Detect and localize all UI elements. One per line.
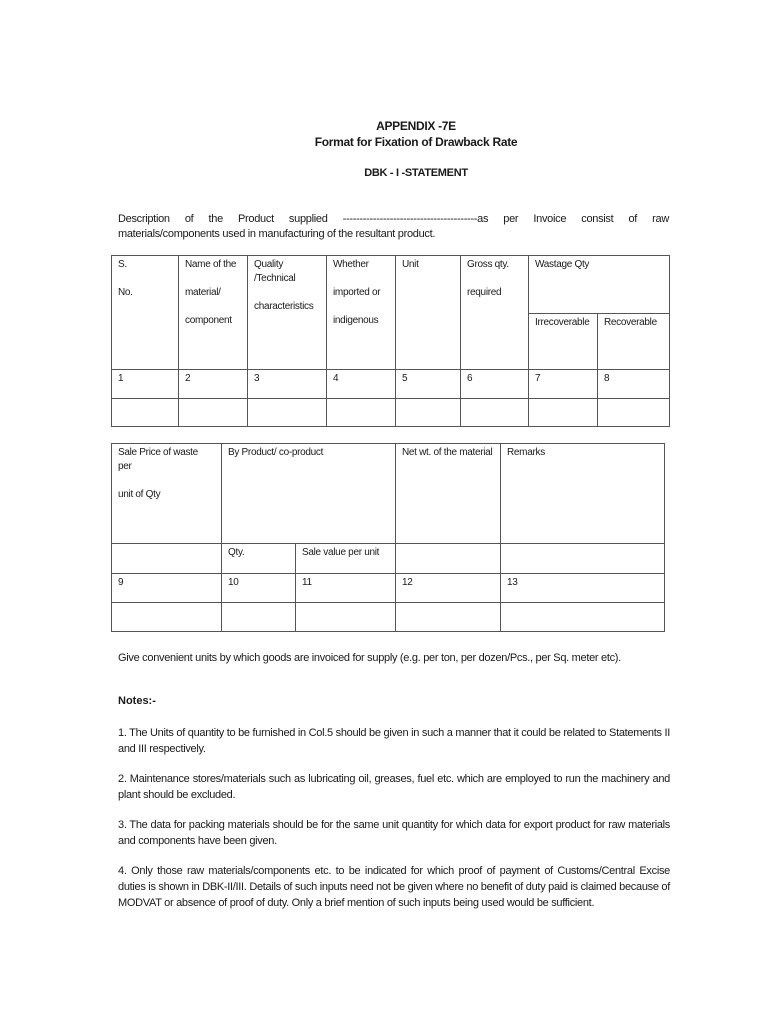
blank-cell bbox=[112, 603, 222, 632]
note-item: 3. The data for packing materials should be for the same unit quantity for which data for export product for raw materials and components have been given. bbox=[118, 819, 670, 847]
blank-cell bbox=[222, 603, 296, 632]
blank-cell bbox=[396, 544, 501, 574]
blank-cell bbox=[296, 603, 396, 632]
col-sale-price-header: Sale Price of waste per unit of Qty bbox=[112, 444, 222, 544]
blank-cell bbox=[248, 399, 327, 427]
col-quality-header: Quality /Technical characteristics bbox=[248, 256, 327, 370]
column-number: 11 bbox=[296, 574, 396, 603]
col-serial-header: S. No. bbox=[112, 256, 179, 370]
column-number: 6 bbox=[461, 370, 529, 399]
column-number: 4 bbox=[327, 370, 396, 399]
col-qty-header: Qty. bbox=[222, 544, 296, 574]
col-net-wt-header: Net wt. of the material bbox=[396, 444, 501, 544]
by-product-table bbox=[111, 443, 665, 632]
blank-cell bbox=[396, 399, 461, 427]
column-number: 3 bbox=[248, 370, 327, 399]
col-by-product-header: By Product/ co-product bbox=[222, 444, 396, 544]
column-number: 2 bbox=[179, 370, 248, 399]
column-number-row bbox=[112, 370, 670, 399]
product-description bbox=[118, 212, 669, 242]
col-wastage-header: Wastage Qty bbox=[529, 256, 670, 314]
column-number: 1 bbox=[112, 370, 179, 399]
note-item: 4. Only those raw materials/components etc. to be indicated for which proof of payment of Customs/Central Excise duties is shown in DBK-II/III. Details of such inputs need not be given where no benefit of duty paid is claimed because of MODVAT or absence of proof of duty. Only a brief mention of such inputs being used would be sufficient. bbox=[118, 865, 670, 909]
col-material-header: Name of the material/ component bbox=[179, 256, 248, 370]
column-number: 13 bbox=[501, 574, 665, 603]
blank-cell bbox=[112, 544, 222, 574]
blank-cell bbox=[112, 399, 179, 427]
materials-table bbox=[111, 255, 670, 427]
sale-price-line: Sale Price of waste bbox=[118, 447, 198, 458]
appendix-heading: APPENDIX -7E bbox=[376, 119, 456, 133]
document-title: Format for Fixation of Drawback Rate bbox=[314, 135, 518, 149]
column-number: 12 bbox=[396, 574, 501, 603]
blank-cell bbox=[396, 603, 501, 632]
note-item: 1. The Units of quantity to be furnished in Col.5 should be given in such a manner that it could be related to Statements II and III respectively. bbox=[118, 727, 670, 755]
description-line-2: materials/components used in manufacturing of the resultant product. bbox=[118, 228, 436, 240]
blank-entry-row bbox=[112, 603, 665, 632]
col-recoverable-header: Recoverable bbox=[598, 314, 670, 370]
col-gross-qty-header: Gross qty. required bbox=[461, 256, 529, 370]
column-number: 10 bbox=[222, 574, 296, 603]
units-instruction: Give convenient units by which goods are invoiced for supply (e.g. per ton, per dozen/Pcs., per Sq. meter etc). bbox=[118, 652, 621, 664]
description-line-1: Description of the Product supplied ----------------------------------------as per Invoice consist of raw bbox=[118, 213, 669, 225]
column-number: 9 bbox=[112, 574, 222, 603]
note-item: 2. Maintenance stores/materials such as lubricating oil, greases, fuel etc. which are employed to run the machinery and plant should be excluded. bbox=[118, 773, 670, 801]
blank-entry-row bbox=[112, 399, 670, 427]
blank-cell bbox=[179, 399, 248, 427]
blank-cell bbox=[461, 399, 529, 427]
col-remarks-header: Remarks bbox=[501, 444, 665, 544]
col-origin-header: Whether imported or indigenous bbox=[327, 256, 396, 370]
column-number-row bbox=[112, 574, 665, 603]
col-sale-value-header: Sale value per unit bbox=[296, 544, 396, 574]
notes-heading: Notes:- bbox=[118, 695, 156, 707]
col-unit-header: Unit bbox=[396, 256, 461, 370]
statement-heading: DBK - I -STATEMENT bbox=[364, 167, 468, 179]
column-number: 7 bbox=[529, 370, 598, 399]
blank-cell bbox=[327, 399, 396, 427]
col-irrecoverable-header: Irrecoverable bbox=[529, 314, 598, 370]
blank-cell bbox=[529, 399, 598, 427]
column-number: 5 bbox=[396, 370, 461, 399]
blank-cell bbox=[501, 544, 665, 574]
blank-cell bbox=[501, 603, 665, 632]
blank-cell bbox=[598, 399, 670, 427]
column-number: 8 bbox=[598, 370, 670, 399]
